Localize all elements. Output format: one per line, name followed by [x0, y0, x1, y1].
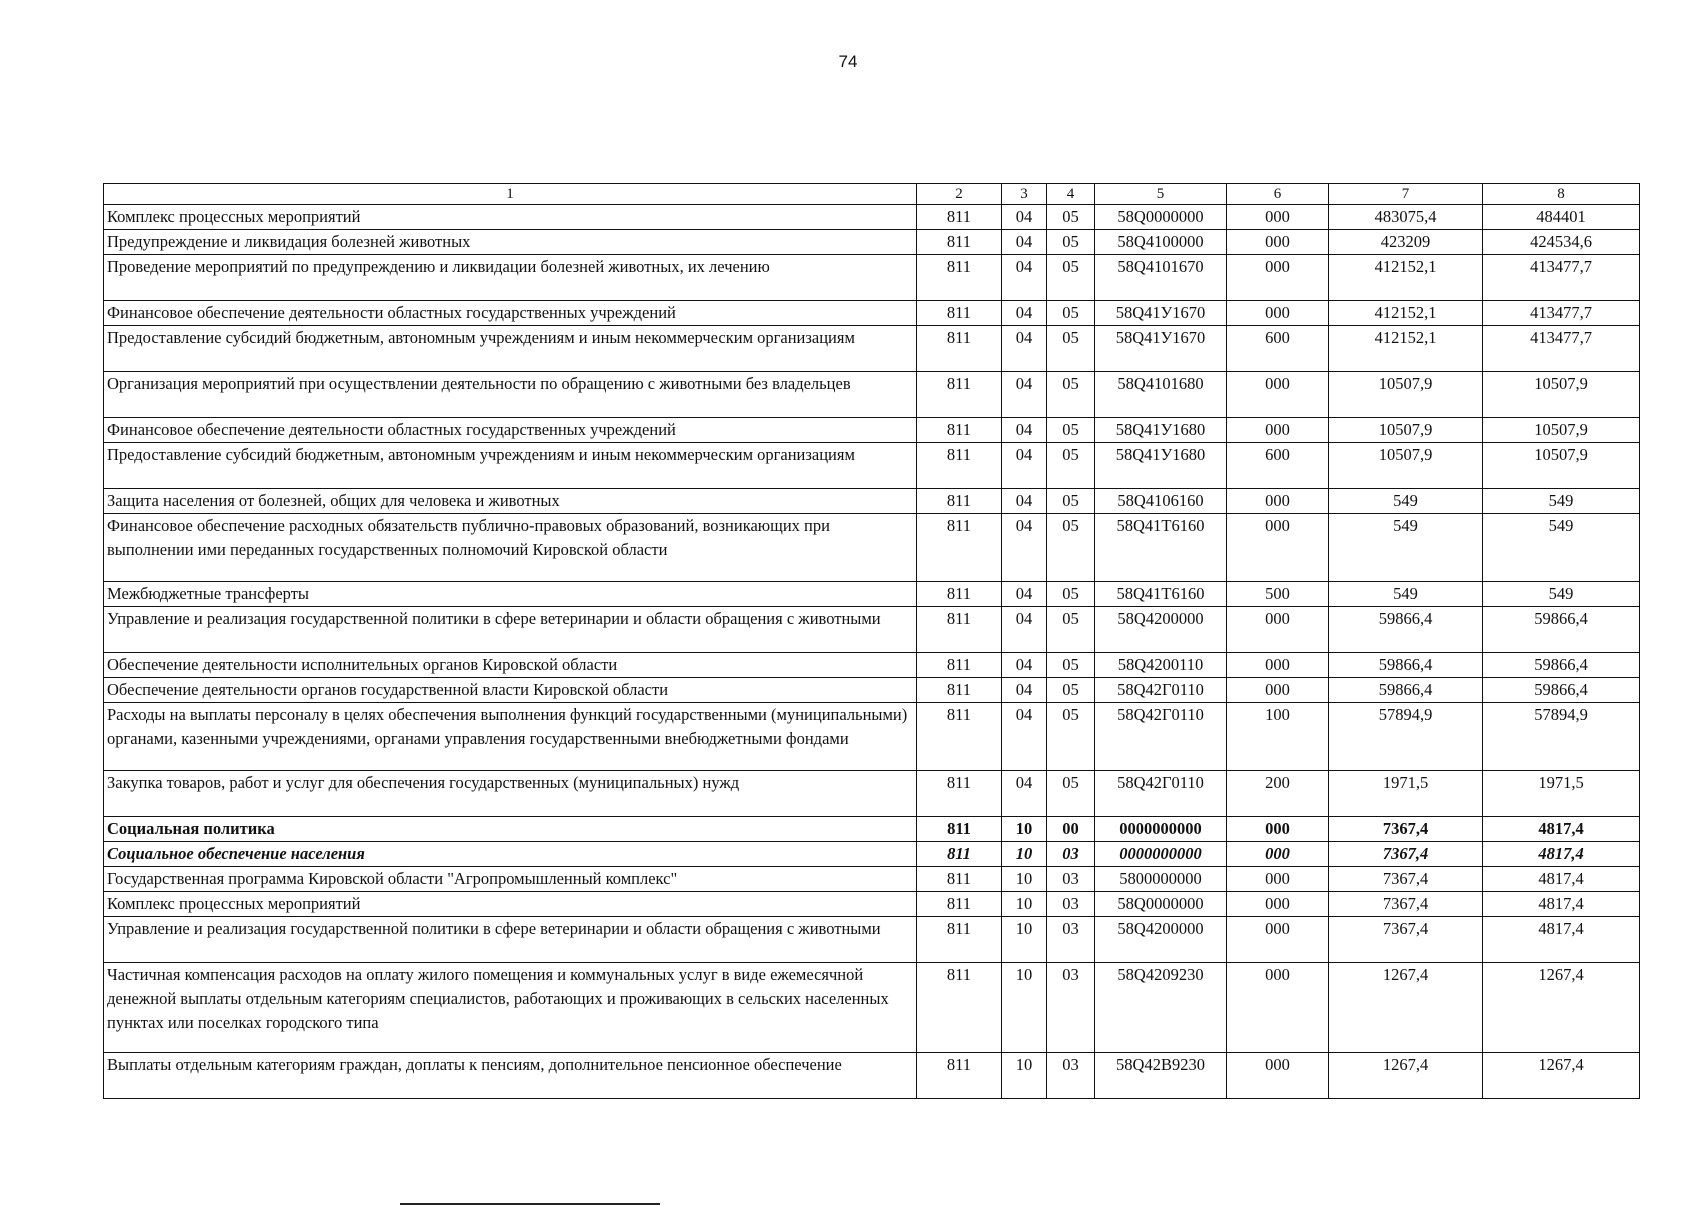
expense-type-cell: 000: [1227, 1053, 1329, 1099]
target-article-cell: 58Q41У1670: [1095, 326, 1227, 372]
admin-code-cell: 811: [917, 867, 1002, 892]
expense-type-cell: 000: [1227, 205, 1329, 230]
table-row: [104, 326, 1640, 372]
section-cell: 04: [1002, 301, 1047, 326]
subsection-cell: 05: [1047, 372, 1095, 418]
target-article-cell: 58Q4200000: [1095, 607, 1227, 653]
section-cell: 10: [1002, 1053, 1047, 1099]
admin-code-cell: 811: [917, 917, 1002, 963]
section-cell: 04: [1002, 582, 1047, 607]
amount-year2-cell: 4817,4: [1483, 817, 1640, 842]
admin-code-cell: 811: [917, 817, 1002, 842]
header-cell: 4: [1047, 184, 1095, 205]
amount-year1-cell: 549: [1329, 489, 1483, 514]
target-article-cell: 58Q41У1680: [1095, 443, 1227, 489]
table-row: [104, 582, 1640, 607]
section-cell: 10: [1002, 842, 1047, 867]
subsection-cell: 03: [1047, 892, 1095, 917]
section-cell: 04: [1002, 771, 1047, 817]
row-name-cell: Предоставление субсидий бюджетным, автономным учреждениям и иным некоммерческим организациям: [104, 443, 917, 489]
table-row: [104, 372, 1640, 418]
expense-type-cell: 000: [1227, 489, 1329, 514]
admin-code-cell: 811: [917, 771, 1002, 817]
subsection-cell: 03: [1047, 963, 1095, 1053]
table-row: [104, 607, 1640, 653]
table-row: [104, 443, 1640, 489]
section-cell: 10: [1002, 917, 1047, 963]
table-row: [104, 205, 1640, 230]
admin-code-cell: 811: [917, 514, 1002, 582]
amount-year2-cell: 1971,5: [1483, 771, 1640, 817]
table-row: [104, 653, 1640, 678]
section-cell: 04: [1002, 653, 1047, 678]
admin-code-cell: 811: [917, 230, 1002, 255]
expense-type-cell: 500: [1227, 582, 1329, 607]
target-article-cell: 58Q4100000: [1095, 230, 1227, 255]
subsection-cell: 03: [1047, 917, 1095, 963]
section-cell: 04: [1002, 205, 1047, 230]
expense-type-cell: 600: [1227, 443, 1329, 489]
amount-year1-cell: 7367,4: [1329, 917, 1483, 963]
admin-code-cell: 811: [917, 443, 1002, 489]
expense-type-cell: 000: [1227, 607, 1329, 653]
admin-code-cell: 811: [917, 963, 1002, 1053]
table-row: [104, 703, 1640, 771]
subsection-cell: 05: [1047, 678, 1095, 703]
amount-year1-cell: 59866,4: [1329, 653, 1483, 678]
amount-year1-cell: 57894,9: [1329, 703, 1483, 771]
header-cell: 3: [1002, 184, 1047, 205]
amount-year1-cell: 10507,9: [1329, 372, 1483, 418]
target-article-cell: 58Q42Г0110: [1095, 771, 1227, 817]
header-cell: 5: [1095, 184, 1227, 205]
admin-code-cell: 811: [917, 301, 1002, 326]
amount-year2-cell: 10507,9: [1483, 418, 1640, 443]
subsection-cell: 05: [1047, 653, 1095, 678]
expense-type-cell: 100: [1227, 703, 1329, 771]
table-row: [104, 301, 1640, 326]
table-row: [104, 867, 1640, 892]
amount-year2-cell: 4817,4: [1483, 892, 1640, 917]
subsection-cell: 05: [1047, 255, 1095, 301]
header-cell: 1: [104, 184, 917, 205]
subsection-cell: 05: [1047, 703, 1095, 771]
subsection-cell: 05: [1047, 771, 1095, 817]
amount-year1-cell: 7367,4: [1329, 842, 1483, 867]
admin-code-cell: 811: [917, 205, 1002, 230]
amount-year2-cell: 4817,4: [1483, 867, 1640, 892]
admin-code-cell: 811: [917, 703, 1002, 771]
target-article-cell: 5800000000: [1095, 867, 1227, 892]
section-cell: 10: [1002, 963, 1047, 1053]
expense-type-cell: 000: [1227, 917, 1329, 963]
subsection-cell: 05: [1047, 607, 1095, 653]
row-name-cell: Государственная программа Кировской области "Агропромышленный комплекс": [104, 867, 917, 892]
amount-year1-cell: 7367,4: [1329, 892, 1483, 917]
expense-type-cell: 000: [1227, 653, 1329, 678]
row-name-cell: Закупка товаров, работ и услуг для обеспечения государственных (муниципальных) нужд: [104, 771, 917, 817]
table-row: [104, 230, 1640, 255]
amount-year1-cell: 7367,4: [1329, 867, 1483, 892]
target-article-cell: 58Q41Т6160: [1095, 514, 1227, 582]
amount-year2-cell: 413477,7: [1483, 255, 1640, 301]
header-row: [104, 184, 1640, 205]
amount-year2-cell: 4817,4: [1483, 842, 1640, 867]
row-name-cell: Предоставление субсидий бюджетным, автономным учреждениям и иным некоммерческим организациям: [104, 326, 917, 372]
row-name-cell: Финансовое обеспечение расходных обязательств публично-правовых образований, возникающих при выполнении ими переданных государственных полномочий Кировской области: [104, 514, 917, 582]
expense-type-cell: 000: [1227, 514, 1329, 582]
row-name-cell: Защита населения от болезней, общих для человека и животных: [104, 489, 917, 514]
admin-code-cell: 811: [917, 607, 1002, 653]
row-name-cell: Обеспечение деятельности исполнительных органов Кировской области: [104, 653, 917, 678]
subsection-cell: 05: [1047, 205, 1095, 230]
target-article-cell: 58Q4101670: [1095, 255, 1227, 301]
admin-code-cell: 811: [917, 1053, 1002, 1099]
header-cell: 6: [1227, 184, 1329, 205]
admin-code-cell: 811: [917, 418, 1002, 443]
row-name-cell: Социальная политика: [104, 817, 917, 842]
row-name-cell: Управление и реализация государственной политики в сфере ветеринарии и области обращения с животными: [104, 917, 917, 963]
subsection-cell: 03: [1047, 867, 1095, 892]
expense-type-cell: 000: [1227, 892, 1329, 917]
table-row: [104, 963, 1640, 1053]
amount-year2-cell: 59866,4: [1483, 678, 1640, 703]
amount-year1-cell: 423209: [1329, 230, 1483, 255]
subsection-cell: 05: [1047, 230, 1095, 255]
admin-code-cell: 811: [917, 255, 1002, 301]
target-article-cell: 58Q42Г0110: [1095, 703, 1227, 771]
amount-year1-cell: 10507,9: [1329, 443, 1483, 489]
row-name-cell: Комплекс процессных мероприятий: [104, 205, 917, 230]
amount-year1-cell: 10507,9: [1329, 418, 1483, 443]
amount-year1-cell: 549: [1329, 582, 1483, 607]
subsection-cell: 00: [1047, 817, 1095, 842]
subsection-cell: 05: [1047, 582, 1095, 607]
section-cell: 04: [1002, 372, 1047, 418]
amount-year1-cell: 1971,5: [1329, 771, 1483, 817]
amount-year1-cell: 412152,1: [1329, 301, 1483, 326]
expense-type-cell: 000: [1227, 963, 1329, 1053]
target-article-cell: 0000000000: [1095, 817, 1227, 842]
row-name-cell: Комплекс процессных мероприятий: [104, 892, 917, 917]
amount-year1-cell: 7367,4: [1329, 817, 1483, 842]
target-article-cell: 58Q42В9230: [1095, 1053, 1227, 1099]
expense-type-cell: 000: [1227, 230, 1329, 255]
amount-year2-cell: 549: [1483, 514, 1640, 582]
amount-year2-cell: 4817,4: [1483, 917, 1640, 963]
section-cell: 10: [1002, 867, 1047, 892]
target-article-cell: 58Q4209230: [1095, 963, 1227, 1053]
table-row: [104, 1053, 1640, 1099]
section-cell: 04: [1002, 326, 1047, 372]
amount-year2-cell: 59866,4: [1483, 653, 1640, 678]
expense-type-cell: 000: [1227, 867, 1329, 892]
section-cell: 04: [1002, 514, 1047, 582]
expense-type-cell: 000: [1227, 418, 1329, 443]
admin-code-cell: 811: [917, 842, 1002, 867]
admin-code-cell: 811: [917, 653, 1002, 678]
amount-year1-cell: 59866,4: [1329, 678, 1483, 703]
amount-year2-cell: 549: [1483, 489, 1640, 514]
amount-year2-cell: 59866,4: [1483, 607, 1640, 653]
subsection-cell: 03: [1047, 842, 1095, 867]
row-name-cell: Межбюджетные трансферты: [104, 582, 917, 607]
table-row: [104, 418, 1640, 443]
amount-year2-cell: 424534,6: [1483, 230, 1640, 255]
header-cell: 8: [1483, 184, 1640, 205]
expense-type-cell: 000: [1227, 372, 1329, 418]
target-article-cell: 58Q41У1680: [1095, 418, 1227, 443]
table-row: [104, 842, 1640, 867]
amount-year1-cell: 483075,4: [1329, 205, 1483, 230]
amount-year1-cell: 412152,1: [1329, 326, 1483, 372]
header-cell: 2: [917, 184, 1002, 205]
section-cell: 04: [1002, 418, 1047, 443]
section-cell: 04: [1002, 703, 1047, 771]
expense-type-cell: 200: [1227, 771, 1329, 817]
expense-type-cell: 000: [1227, 678, 1329, 703]
table-row: [104, 771, 1640, 817]
amount-year2-cell: 549: [1483, 582, 1640, 607]
row-name-cell: Расходы на выплаты персоналу в целях обеспечения выполнения функций государственными (муниципальными) органами, казенными учреждениями, органами управления государственными внебюджетными фондами: [104, 703, 917, 771]
table-row: [104, 892, 1640, 917]
amount-year2-cell: 413477,7: [1483, 326, 1640, 372]
row-name-cell: Обеспечение деятельности органов государственной власти Кировской области: [104, 678, 917, 703]
target-article-cell: 58Q4200110: [1095, 653, 1227, 678]
target-article-cell: 58Q0000000: [1095, 892, 1227, 917]
table-row: [104, 489, 1640, 514]
amount-year1-cell: 412152,1: [1329, 255, 1483, 301]
subsection-cell: 03: [1047, 1053, 1095, 1099]
amount-year2-cell: 10507,9: [1483, 372, 1640, 418]
amount-year1-cell: 1267,4: [1329, 963, 1483, 1053]
subsection-cell: 05: [1047, 443, 1095, 489]
table-row: [104, 514, 1640, 582]
row-name-cell: Выплаты отдельным категориям граждан, доплаты к пенсиям, дополнительное пенсионное обеспечение: [104, 1053, 917, 1099]
amount-year2-cell: 413477,7: [1483, 301, 1640, 326]
amount-year2-cell: 1267,4: [1483, 963, 1640, 1053]
table-row: [104, 678, 1640, 703]
section-cell: 04: [1002, 489, 1047, 514]
table-row: [104, 817, 1640, 842]
amount-year2-cell: 1267,4: [1483, 1053, 1640, 1099]
expense-type-cell: 000: [1227, 817, 1329, 842]
row-name-cell: Организация мероприятий при осуществлении деятельности по обращению с животными без владельцев: [104, 372, 917, 418]
subsection-cell: 05: [1047, 326, 1095, 372]
subsection-cell: 05: [1047, 301, 1095, 326]
target-article-cell: 58Q4106160: [1095, 489, 1227, 514]
page-number: 74: [838, 52, 858, 71]
admin-code-cell: 811: [917, 892, 1002, 917]
admin-code-cell: 811: [917, 489, 1002, 514]
section-cell: 04: [1002, 230, 1047, 255]
amount-year1-cell: 1267,4: [1329, 1053, 1483, 1099]
expense-type-cell: 000: [1227, 255, 1329, 301]
amount-year2-cell: 10507,9: [1483, 443, 1640, 489]
amount-year2-cell: 57894,9: [1483, 703, 1640, 771]
expense-type-cell: 600: [1227, 326, 1329, 372]
subsection-cell: 05: [1047, 418, 1095, 443]
row-name-cell: Частичная компенсация расходов на оплату жилого помещения и коммунальных услуг в виде ежемесячной денежной выплаты отдельным категориям специалистов, работающих и проживающих в сельских населенных пунктах или поселках городского типа: [104, 963, 917, 1053]
target-article-cell: 58Q41Т6160: [1095, 582, 1227, 607]
header-cell: 7: [1329, 184, 1483, 205]
target-article-cell: 58Q4101680: [1095, 372, 1227, 418]
section-cell: 04: [1002, 255, 1047, 301]
subsection-cell: 05: [1047, 514, 1095, 582]
row-name-cell: Социальное обеспечение населения: [104, 842, 917, 867]
row-name-cell: Проведение мероприятий по предупреждению и ликвидации болезней животных, их лечению: [104, 255, 917, 301]
section-cell: 04: [1002, 443, 1047, 489]
target-article-cell: 58Q4200000: [1095, 917, 1227, 963]
admin-code-cell: 811: [917, 582, 1002, 607]
target-article-cell: 0000000000: [1095, 842, 1227, 867]
table-row: [104, 255, 1640, 301]
target-article-cell: 58Q0000000: [1095, 205, 1227, 230]
row-name-cell: Управление и реализация государственной политики в сфере ветеринарии и области обращения с животными: [104, 607, 917, 653]
target-article-cell: 58Q41У1670: [1095, 301, 1227, 326]
amount-year2-cell: 484401: [1483, 205, 1640, 230]
section-cell: 10: [1002, 892, 1047, 917]
subsection-cell: 05: [1047, 489, 1095, 514]
section-cell: 04: [1002, 607, 1047, 653]
target-article-cell: 58Q42Г0110: [1095, 678, 1227, 703]
row-name-cell: Финансовое обеспечение деятельности областных государственных учреждений: [104, 301, 917, 326]
expense-type-cell: 000: [1227, 842, 1329, 867]
section-cell: 10: [1002, 817, 1047, 842]
row-name-cell: Предупреждение и ликвидация болезней животных: [104, 230, 917, 255]
amount-year1-cell: 59866,4: [1329, 607, 1483, 653]
amount-year1-cell: 549: [1329, 514, 1483, 582]
admin-code-cell: 811: [917, 372, 1002, 418]
budget-table: [103, 183, 1640, 1099]
row-name-cell: Финансовое обеспечение деятельности областных государственных учреждений: [104, 418, 917, 443]
admin-code-cell: 811: [917, 678, 1002, 703]
expense-type-cell: 000: [1227, 301, 1329, 326]
section-cell: 04: [1002, 678, 1047, 703]
table-row: [104, 917, 1640, 963]
admin-code-cell: 811: [917, 326, 1002, 372]
